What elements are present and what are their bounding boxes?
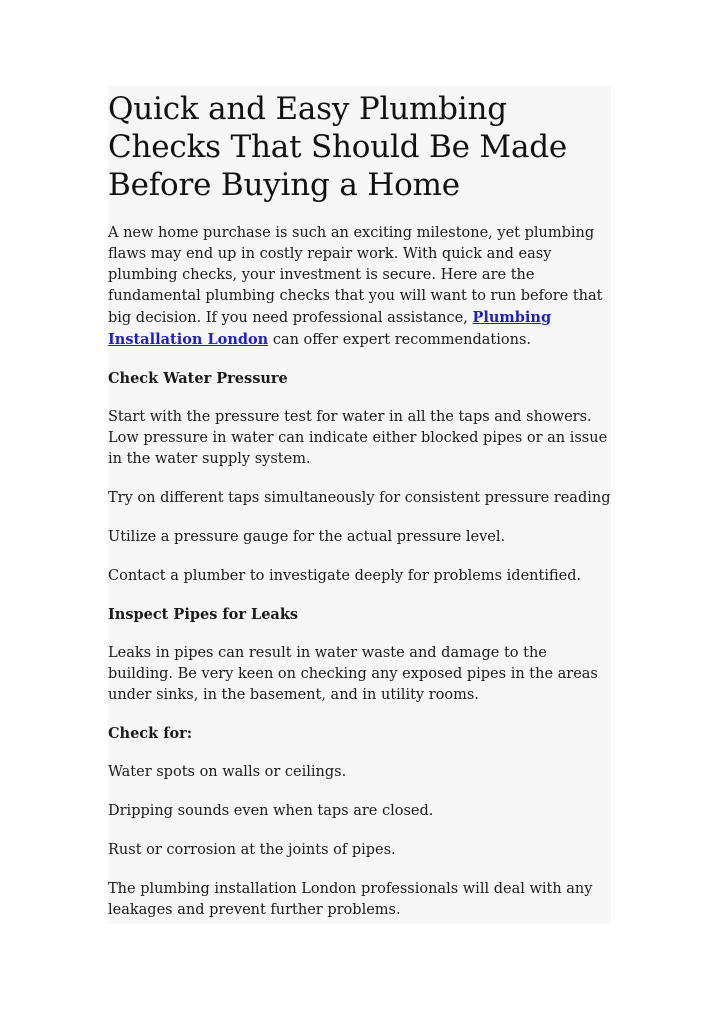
intro-text-before-link: A new home purchase is such an exciting milestone, yet plumbing flaws may end up in costly repair work. With quick and easy plumbing checks, your investment is secure. Here are the fundamental plumbing checks that you will want to run before that big decision. If you need professional assistance,	[108, 225, 603, 326]
plumbing-installation-london-link[interactable]: Plumbing Installation London	[108, 309, 552, 348]
document-page	[108, 86, 611, 924]
paragraph: Utilize a pressure gauge for the actual pressure level.	[108, 529, 506, 545]
paragraph: Leaks in pipes can result in water waste and damage to the building. Be very keen on checking any exposed pipes in the areas under sinks, in the basement, and in utility rooms.	[108, 645, 598, 703]
paragraph: Contact a plumber to investigate deeply for problems identified.	[108, 568, 582, 584]
paragraph: The plumbing installation London professionals will deal with any leakages and prevent further problems.	[108, 881, 593, 918]
page-title: Quick and Easy Plumbing Checks That Should Be Made Before Buying a Home	[108, 91, 568, 203]
paragraph: Rust or corrosion at the joints of pipes.	[108, 842, 396, 858]
intro-paragraph	[108, 223, 611, 351]
paragraph: Try on different taps simultaneously for consistent pressure reading	[108, 490, 611, 506]
section-heading-check-for: Check for:	[108, 725, 193, 742]
section-heading-water-pressure: Check Water Pressure	[108, 370, 288, 387]
section-heading-inspect-pipes: Inspect Pipes for Leaks	[108, 606, 299, 623]
intro-text-after-link: can offer expert recommendations.	[268, 332, 531, 348]
paragraph: Dripping sounds even when taps are closed.	[108, 803, 434, 819]
paragraph: Start with the pressure test for water in all the taps and showers. Low pressure in water can indicate either blocked pipes or an issue in the water supply system.	[108, 409, 608, 467]
paragraph: Water spots on walls or ceilings.	[108, 764, 347, 780]
